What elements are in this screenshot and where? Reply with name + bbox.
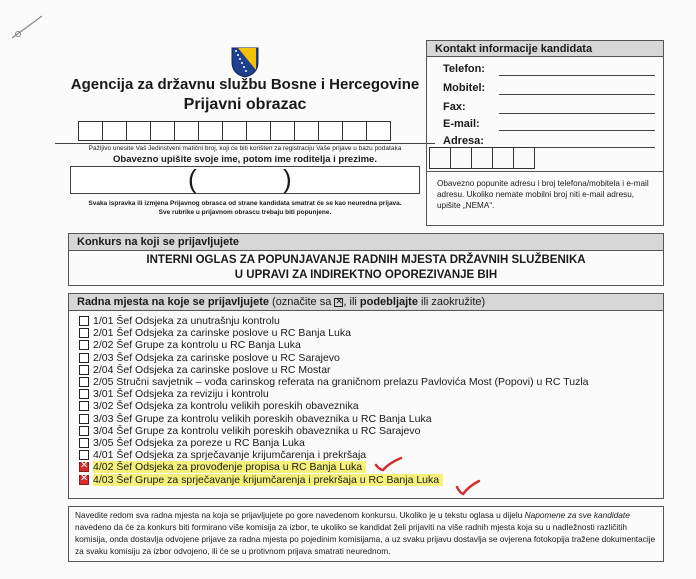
jmbg-digit-box[interactable] [222, 121, 247, 141]
jmbg-digit-box[interactable] [342, 121, 367, 141]
positions-title-end: ili zaokružite) [417, 296, 486, 308]
position-checkbox[interactable] [79, 340, 89, 350]
jmbg-digit-box[interactable] [102, 121, 127, 141]
pencil-mark-icon [10, 14, 44, 40]
position-item [79, 449, 663, 461]
position-label: 3/04 Šef Grupe za kontrolu velikih poreskih obaveznika u RC Sarajevo [93, 424, 421, 437]
fax-field[interactable] [499, 113, 655, 114]
position-label: 2/02 Šef Grupe za kontrolu u RC Banja Luka [93, 339, 301, 352]
mobitel-field[interactable] [499, 94, 655, 95]
footnote-part-2: Napomene za sve kandidate [524, 510, 630, 520]
paren-close: ) [283, 164, 292, 194]
jmbg-digit-box[interactable] [150, 121, 175, 141]
email-field[interactable] [499, 130, 655, 131]
position-item [79, 352, 663, 364]
position-label: 3/02 Šef Odsjeka za kontrolu velikih poreskih obaveznika [93, 400, 359, 413]
jmbg-digit-box[interactable] [294, 121, 319, 141]
position-checkbox[interactable] [79, 328, 89, 338]
konkurs-title: Konkurs na koji se prijavljujete [69, 234, 663, 251]
email-label: E-mail: [443, 118, 480, 130]
adresa-box[interactable] [471, 147, 493, 169]
konkurs-line-1: INTERNI OGLAS ZA POPUNJAVANJE RADNIH MJESTA DRŽAVNIH SLUŽBENIKA [146, 254, 586, 266]
position-checkbox[interactable] [79, 377, 89, 387]
position-label: 1/01 Šef Odsjeka za unutrašnju kontrolu [93, 315, 280, 328]
position-item [79, 388, 663, 400]
fax-label: Fax: [443, 101, 466, 113]
adresa-box[interactable] [513, 147, 535, 169]
jmbg-digit-box[interactable] [198, 121, 223, 141]
positions-title-hint: (označite sa [268, 296, 335, 308]
position-checkbox[interactable] [79, 389, 89, 399]
positions-section [68, 293, 664, 499]
konkurs-line-2: U UPRAVI ZA INDIREKTNO OPOREZIVANJE BIH [234, 269, 498, 281]
position-checkbox[interactable] [79, 462, 89, 472]
contact-info-title: Kontakt informacije kandidata [427, 41, 663, 57]
positions-title-or: , ili [343, 296, 360, 308]
position-item [79, 376, 663, 388]
footnote-part-3: navedeno da će za konkurs biti formirano više komisija za izbor, te ukoliko se kandidat želi prijaviti na više radnih mjesta koja su u nadležnosti različitih komisija, onda dostavlja odvojene prijave za radna mjesta po pojedinim komisijama, a uz svaku prijavu dostavlja se ovjerena fotokopija tražene dokumentacije za svaku komisiju za izbor odvojeno, ili će se u protivnom prijava smatrati neurednom. [75, 522, 656, 556]
position-checkbox[interactable] [79, 365, 89, 375]
position-item [79, 364, 663, 376]
position-item [79, 425, 663, 437]
position-item [79, 473, 663, 485]
position-label: 2/05 Stručni savjetnik – vođa carinskog referata na graničnom prelazu Pavlovića Most (Popovi) u RC Tuzla [93, 376, 589, 389]
position-label: 2/03 Šef Odsjeka za carinske poslove u RC Sarajevo [93, 351, 340, 364]
position-label: 4/01 Šef Odsjeka za sprječavanje krijumčarenja i prekršaja [93, 449, 367, 462]
correction-note-line-1: Svaka ispravka ili izmjena Prijavnog obrasca od strane kandidata smatrat će se kao neuredna prijava. [88, 200, 402, 207]
position-item [79, 327, 663, 339]
position-label: 4/02 Šef Odsjeka za provođenje propisa u RC Banja Luka [93, 461, 366, 473]
telefon-label: Telefon: [443, 63, 485, 75]
contact-info-box [426, 40, 664, 226]
agency-name: Agencija za državnu službu Bosne i Hercegovine [70, 76, 420, 93]
form-title: Prijavni obrazac [183, 96, 307, 113]
full-name-field[interactable] [70, 166, 420, 194]
bih-coat-of-arms-icon [230, 46, 260, 78]
position-item [79, 437, 663, 449]
paren-open: ( [188, 164, 197, 194]
position-item [79, 315, 663, 327]
konkurs-name [69, 251, 663, 283]
adresa-grid[interactable] [429, 147, 534, 169]
adresa-box[interactable] [429, 147, 451, 169]
position-item [79, 461, 663, 473]
correction-note [60, 199, 430, 217]
jmbg-input-grid[interactable] [78, 121, 390, 141]
jmbg-note: Pažljivo unesite Vaš Jedinstveni matični broj, koji će biti korišten za registraciju Vaše prijave u bazu podataka [55, 143, 435, 152]
telefon-field[interactable] [499, 75, 655, 76]
positions-title [69, 294, 663, 311]
adresa-box[interactable] [492, 147, 514, 169]
checkmark-icon [374, 455, 404, 473]
position-label: 2/04 Šef Odsjeka za carinske poslove u RC Mostar [93, 363, 331, 376]
position-label: 3/03 Šef Grupe za kontrolu velikih poreskih obaveznika u RC Banja Luka [93, 412, 432, 425]
position-label: 4/03 Šef Grupe za sprječavanje krijumčarenja i prekršaja u RC Banja Luka [93, 474, 443, 486]
position-item [79, 400, 663, 412]
x-box-icon [334, 298, 343, 307]
position-item [79, 339, 663, 351]
position-label: 3/05 Šef Odsjeka za poreze u RC Banja Luka [93, 436, 305, 449]
position-checkbox[interactable] [79, 438, 89, 448]
positions-title-bold: podebljajte [359, 296, 418, 308]
checkmark-icon [455, 479, 481, 497]
position-label: 3/01 Šef Odsjeka za reviziju i kontrolu [93, 388, 269, 401]
mobitel-label: Mobitel: [443, 82, 486, 94]
name-requirement: Obavezno upišite svoje ime, potom ime roditelja i prezime. [113, 154, 377, 165]
position-item [79, 413, 663, 425]
jmbg-digit-box[interactable] [318, 121, 343, 141]
positions-list [69, 311, 663, 486]
adresa-label: Adresa: [443, 135, 484, 147]
konkurs-section [68, 233, 664, 286]
footnote-box [68, 506, 664, 562]
correction-note-line-2: Sve rubrike u prijavnom obrascu trebaju biti popunjene. [158, 209, 332, 216]
position-checkbox[interactable] [79, 316, 89, 326]
position-checkbox[interactable] [79, 475, 89, 485]
position-label: 2/01 Šef Odsjeka za carinske poslove u RC Banja Luka [93, 327, 351, 340]
adresa-box[interactable] [450, 147, 472, 169]
position-checkbox[interactable] [79, 450, 89, 460]
jmbg-digit-box[interactable] [366, 121, 391, 141]
position-checkbox[interactable] [79, 353, 89, 363]
footnote-part-1: Navedite redom sva radna mjesta na koja se prijavljujete po gore navedenom konkursu. Ukoliko je u tekstu oglasa u dijelu [75, 510, 525, 520]
position-checkbox[interactable] [79, 401, 89, 411]
jmbg-digit-box[interactable] [270, 121, 295, 141]
positions-title-main: Radna mjesta na koje se prijavljujete [77, 296, 269, 308]
jmbg-digit-box[interactable] [126, 121, 151, 141]
jmbg-digit-box[interactable] [246, 121, 271, 141]
jmbg-digit-box[interactable] [78, 121, 103, 141]
position-checkbox[interactable] [79, 426, 89, 436]
position-checkbox[interactable] [79, 414, 89, 424]
jmbg-digit-box[interactable] [174, 121, 199, 141]
contact-note: Obavezno popunite adresu i broj telefona/mobitela i e-mail adresu. Ukoliko nemate mobilni broj niti e-mail adresu, upišite „NEMA“. [427, 171, 663, 217]
